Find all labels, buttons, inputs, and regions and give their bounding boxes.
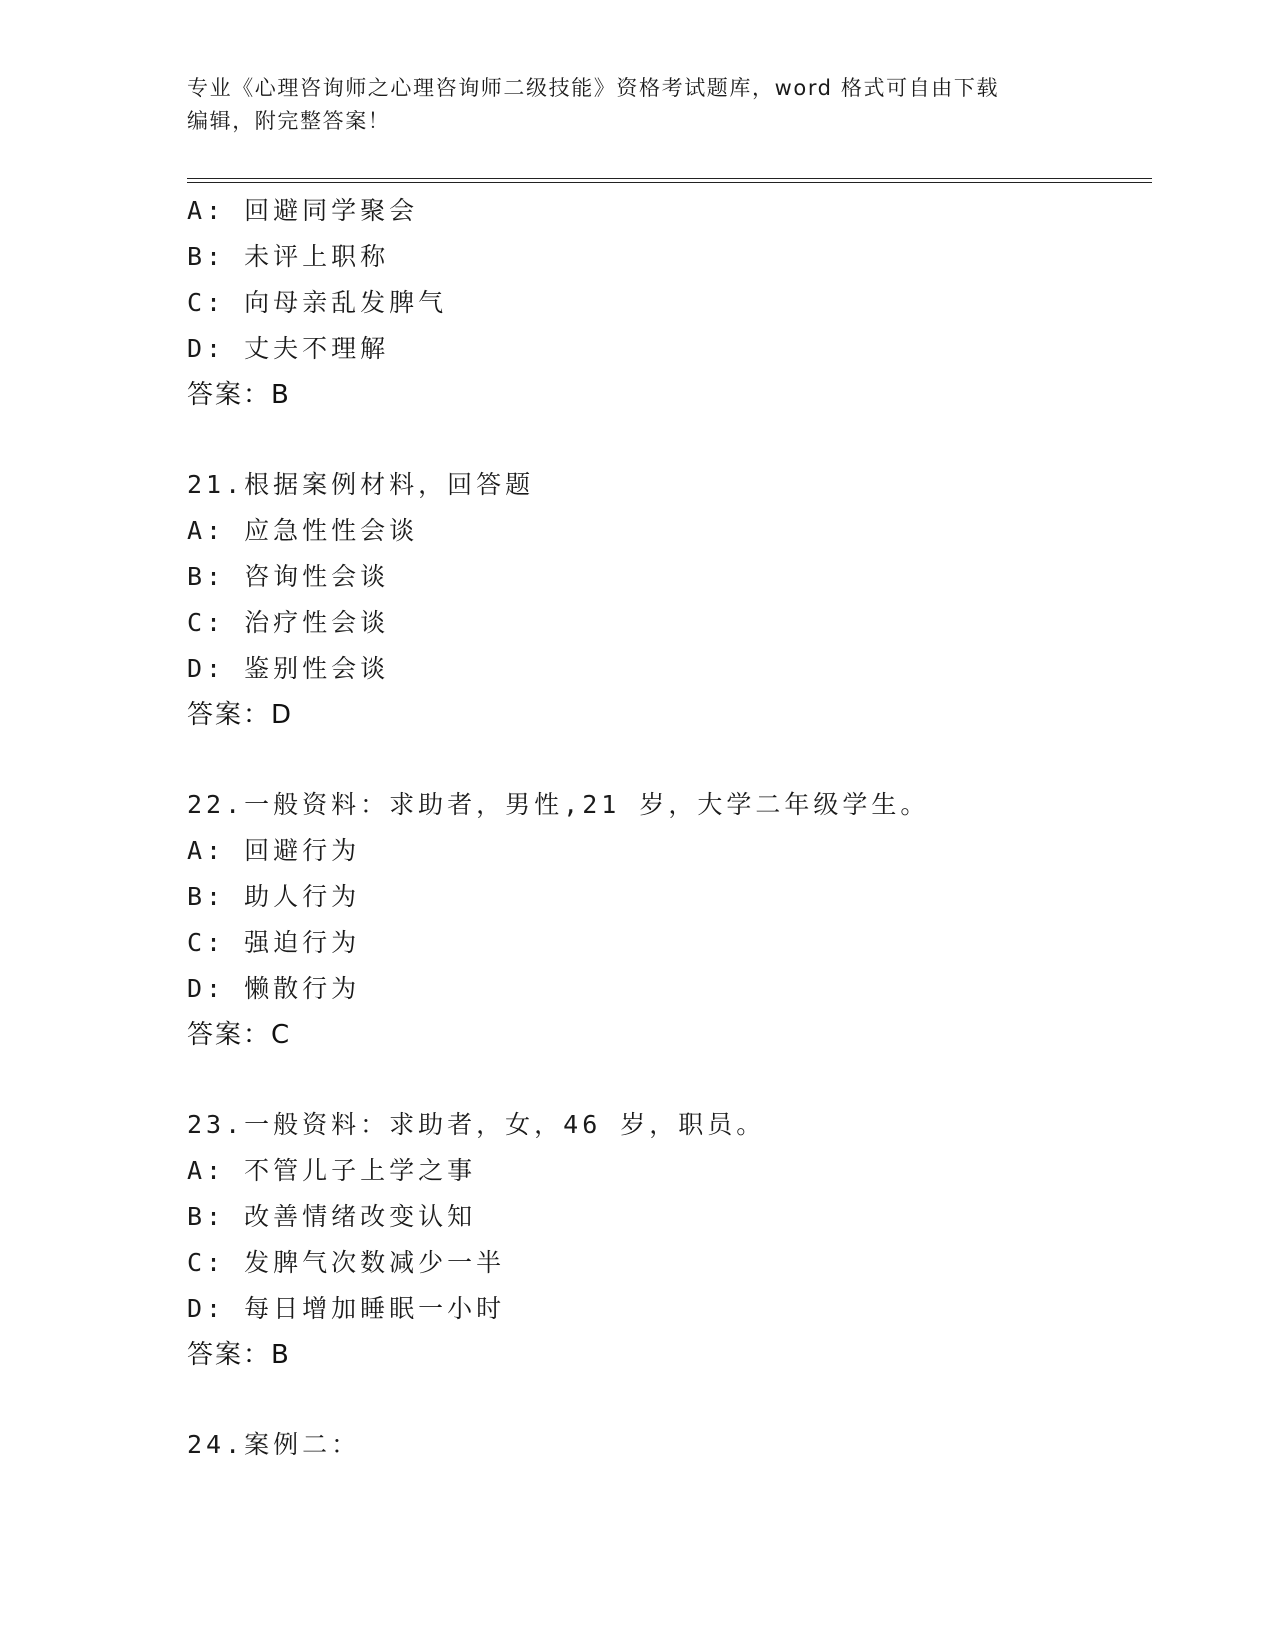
document-header: [187, 72, 1087, 138]
option-d: D: 鉴别性会谈: [187, 654, 390, 683]
answer: 答案：B: [187, 1340, 291, 1370]
header-line-2: 编辑，附完整答案！: [187, 109, 391, 133]
question-list: [187, 188, 1147, 1468]
question-stem: 21.根据案例材料，回答题: [187, 470, 535, 499]
question-21: [187, 462, 1147, 738]
question-20: [187, 188, 1147, 418]
option-b: B: 改善情绪改变认知: [187, 1202, 477, 1231]
option-a: A: 应急性性会谈: [187, 516, 419, 545]
option-c: C: 强迫行为: [187, 928, 361, 957]
option-c: C: 治疗性会谈: [187, 608, 390, 637]
option-b: B: 助人行为: [187, 882, 361, 911]
option-c: C: 发脾气次数减少一半: [187, 1248, 506, 1277]
question-23: [187, 1102, 1147, 1378]
question-24: [187, 1422, 1147, 1468]
option-a: A: 不管儿子上学之事: [187, 1156, 477, 1185]
question-stem: 23.一般资料：求助者，女，46 岁，职员。: [187, 1110, 766, 1139]
question-stem: 22.一般资料：求助者，男性,21 岁，大学二年级学生。: [187, 790, 930, 819]
answer: 答案：C: [187, 1020, 292, 1050]
answer: 答案：B: [187, 380, 291, 410]
option-a: A: 回避同学聚会: [187, 196, 419, 225]
option-d: D: 每日增加睡眠一小时: [187, 1294, 506, 1323]
header-divider: [187, 178, 1152, 183]
answer: 答案：D: [187, 700, 294, 730]
option-b: B: 咨询性会谈: [187, 562, 390, 591]
question-22: [187, 782, 1147, 1058]
option-b: B: 未评上职称: [187, 242, 390, 271]
option-d: D: 懒散行为: [187, 974, 361, 1003]
option-a: A: 回避行为: [187, 836, 361, 865]
option-d: D: 丈夫不理解: [187, 334, 390, 363]
question-stem: 24.案例二：: [187, 1430, 361, 1459]
option-c: C: 向母亲乱发脾气: [187, 288, 448, 317]
header-line-1: 专业《心理咨询师之心理咨询师二级技能》资格考试题库，word 格式可自由下载: [187, 76, 1000, 100]
